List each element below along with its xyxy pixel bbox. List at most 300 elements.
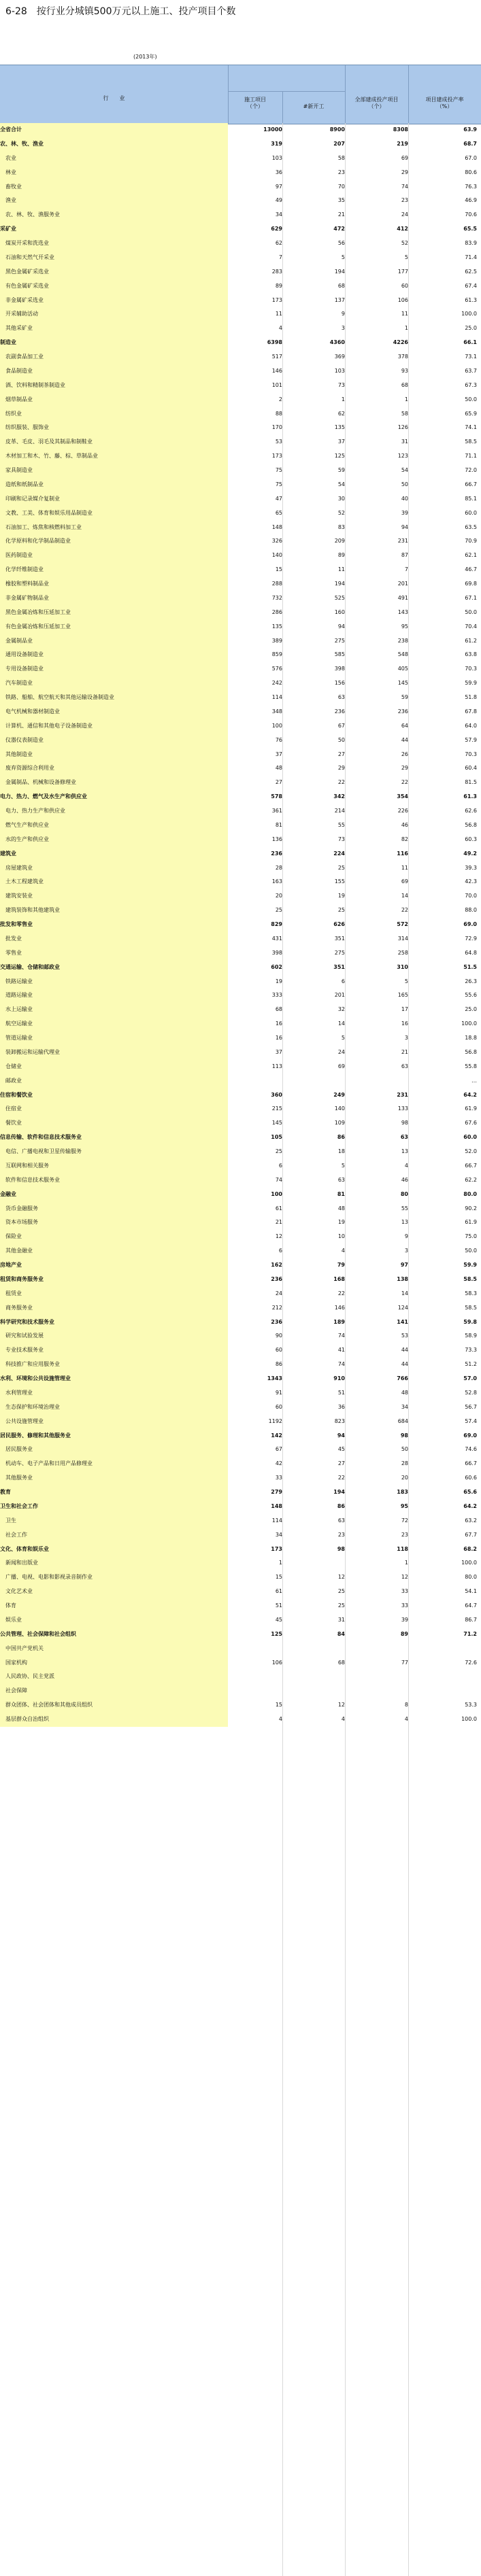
under-construction-cell: 75 [275,481,282,487]
table-row [0,265,481,279]
table-row [0,166,481,180]
completion-rate-cell: 55.8 [465,1063,477,1069]
industry-cell: 娱乐业 [0,1613,228,1628]
newly-started-cell: 214 [334,808,345,814]
industry-cell: 煤炭开采和洗选业 [0,237,228,251]
industry-cell: 专业技术服务业 [0,1343,228,1358]
under-construction-cell: 86 [275,1361,282,1368]
under-construction-cell: 16 [275,1020,282,1027]
completion-rate-cell: 70.0 [465,893,477,899]
table-row [0,662,481,676]
under-construction-cell: 34 [275,211,282,218]
newly-started-cell: 4 [341,1716,345,1722]
industry-cell: 黑色金属矿采选业 [0,265,228,279]
under-construction-cell: 173 [271,296,282,303]
industry-cell: 教育 [0,1486,228,1500]
completion-rate-cell: 60.6 [465,1475,477,1481]
table-row [0,1684,481,1698]
newly-started-cell: 25 [337,864,345,871]
table-row [0,237,481,251]
newly-started-cell: 525 [334,594,345,601]
under-construction-cell: 42 [275,1460,282,1467]
newly-started-cell: 194 [334,268,345,275]
newly-started-cell: 45 [337,1446,345,1453]
completed-cell: 40 [401,495,408,502]
completion-rate-cell: 57.0 [463,1375,477,1381]
completed-cell: 138 [397,1275,408,1282]
completion-rate-cell: 64.7 [465,1602,477,1609]
newly-started-cell: 137 [334,296,345,303]
header-subdivider [228,91,345,92]
industry-cell: 汽车制造业 [0,676,228,691]
header-completed: 全部建成投产项目 （个） [354,97,399,109]
table-row [0,1102,481,1116]
industry-cell: 卫生和社会工作 [0,1500,228,1514]
under-construction-cell: 173 [271,1545,282,1552]
completion-rate-cell: 62.2 [465,1176,477,1183]
completed-cell: 74 [401,183,408,190]
industry-cell: 交通运输、仓储和邮政业 [0,961,228,975]
under-construction-cell: 60 [275,1347,282,1354]
under-construction-cell [228,1074,282,1088]
industry-cell: 水上运输业 [0,1003,228,1017]
table-row [0,1486,481,1500]
completion-rate-cell: 69.0 [463,1432,477,1439]
newly-started-cell [282,1670,345,1684]
completed-cell: 87 [401,552,408,559]
newly-started-cell: 626 [333,921,345,927]
completion-rate-cell: 57.4 [465,1418,477,1424]
industry-cell: 电力、热力、燃气及水生产和供应业 [0,790,228,804]
table-row [0,1173,481,1188]
newly-started-cell: 27 [337,751,345,757]
completion-rate-cell: 64.0 [465,722,477,729]
industry-cell: 资本市场服务 [0,1216,228,1230]
newly-started-cell: 70 [337,183,345,190]
table-row [0,904,481,918]
table-row [0,478,481,492]
completion-rate-cell: 51.2 [465,1361,477,1368]
newly-started-cell: 94 [337,623,345,630]
completion-rate-cell: 67.0 [465,154,477,161]
table-row [0,819,481,833]
under-construction-cell: 76 [275,736,282,743]
industry-cell: 渔业 [0,194,228,208]
industry-cell: 酒、饮料和精制茶制造业 [0,379,228,393]
industry-cell: 信息传输、软件和信息技术服务业 [0,1131,228,1145]
newly-started-cell: 86 [337,1502,345,1509]
newly-started-cell: 51 [337,1389,345,1396]
newly-started-cell: 19 [337,1219,345,1226]
table-row [0,521,481,535]
under-construction-cell: 65 [275,509,282,516]
table-row [0,833,481,847]
newly-started-cell: 48 [337,1205,345,1212]
completed-cell: 60 [401,282,408,289]
completed-cell: 95 [400,1502,408,1509]
industry-cell: 金属制品、机械和设备修理业 [0,776,228,790]
table-row [0,294,481,308]
completion-rate-cell: 58.3 [465,1290,477,1296]
newly-started-cell: 84 [337,1630,345,1637]
newly-started-cell: 59 [337,467,345,473]
table-row [0,1642,481,1656]
completed-cell: 106 [397,296,408,303]
under-construction-cell: 6 [278,1162,282,1169]
completion-rate-cell: 100.0 [461,1560,477,1566]
completed-cell: 219 [397,140,408,147]
completion-rate-cell: 56.7 [465,1403,477,1410]
newly-started-cell: 94 [337,1432,345,1439]
completion-rate-cell: 63.2 [465,1517,477,1524]
industry-cell: 居民服务业 [0,1443,228,1457]
industry-cell: 铁路运输业 [0,975,228,989]
completed-cell: 94 [401,523,408,530]
completed-cell: 548 [397,651,408,658]
table-row [0,1429,481,1443]
under-construction-cell: 146 [271,367,282,374]
completed-cell: 4 [404,1162,408,1169]
completion-rate-cell: 59.8 [463,1318,477,1325]
completion-rate-cell: 57.9 [465,736,477,743]
under-construction-cell: 576 [271,666,282,672]
completed-cell: 80 [400,1190,408,1197]
completion-rate-cell: 46.7 [465,566,477,573]
completed-cell: 126 [397,424,408,431]
under-construction-cell: 163 [271,878,282,885]
table-row [0,591,481,606]
completed-cell: 98 [401,1120,408,1127]
newly-started-cell: 8900 [329,126,345,133]
newly-started-cell [282,1556,345,1570]
completion-rate-cell: 50.0 [465,1248,477,1254]
industry-cell: 软件和信息技术服务业 [0,1173,228,1188]
completion-rate-cell: 73.3 [465,1347,477,1354]
industry-cell: 建筑安装业 [0,889,228,904]
completion-rate-cell: 68.2 [463,1545,477,1552]
under-construction-cell: 360 [271,1091,282,1098]
completed-cell: 116 [397,850,408,857]
table-row [0,393,481,407]
completed-cell: 12 [401,1574,408,1581]
under-construction-cell: 16 [275,1035,282,1041]
under-construction-cell: 361 [271,808,282,814]
table-row [0,719,481,734]
completed-cell: 3 [404,1035,408,1041]
industry-cell: 农、林、牧、渔服务业 [0,208,228,222]
industry-cell: 科学研究和技术服务业 [0,1316,228,1330]
newly-started-cell: 68 [337,282,345,289]
industry-cell: 农、林、牧、渔业 [0,137,228,152]
under-construction-cell: 20 [275,893,282,899]
completed-cell: 54 [401,467,408,473]
under-construction-cell: 242 [271,680,282,687]
table-row [0,1713,481,1727]
newly-started-cell: 160 [334,608,345,615]
completed-cell: 491 [397,594,408,601]
newly-started-cell: 369 [334,354,345,360]
newly-started-cell: 3 [341,325,345,332]
completed-cell: 238 [397,637,408,644]
table-row [0,1443,481,1457]
industry-cell: 其他采矿业 [0,322,228,336]
newly-started-cell: 56 [337,240,345,246]
newly-started-cell: 63 [337,1517,345,1524]
table-row [0,761,481,776]
completed-cell: 118 [397,1545,408,1552]
under-construction-cell: 51 [275,1602,282,1609]
completion-rate-cell: 76.3 [465,183,477,190]
table-row [0,1046,481,1060]
table-row [0,1543,481,1557]
table-row [0,705,481,719]
completion-rate-cell: 56.8 [465,1048,477,1055]
under-construction-cell: 48 [275,765,282,772]
completion-rate-cell: 67.1 [465,594,477,601]
under-construction-cell: 148 [271,1502,282,1509]
completed-cell: 44 [401,1361,408,1368]
table-row [0,464,481,478]
industry-cell: 新闻和出版业 [0,1556,228,1570]
completed-cell: 31 [401,439,408,445]
under-construction-cell: 89 [275,282,282,289]
completed-cell: 21 [401,1048,408,1055]
table-row [0,506,481,521]
completed-cell: 766 [397,1375,408,1381]
newly-started-cell: 275 [334,949,345,956]
newly-started-cell: 5 [341,1162,345,1169]
newly-started-cell: 25 [337,907,345,914]
under-construction-cell: 283 [271,268,282,275]
table-row [0,606,481,620]
header-under-construction: 施工项目 （个） [244,97,266,109]
industry-cell: 保险业 [0,1230,228,1244]
completion-rate-cell [408,1670,477,1684]
table-row [0,1116,481,1131]
completion-rate-cell: 49.2 [463,850,477,857]
completed-cell: 48 [401,1389,408,1396]
newly-started-cell [282,1074,345,1088]
table-row [0,152,481,166]
table-row [0,648,481,662]
under-construction-cell: 100 [271,1190,282,1197]
completion-rate-cell: 74.1 [465,424,477,431]
header-divider [408,65,409,124]
table-row [0,1159,481,1173]
under-construction-cell: 236 [271,850,282,857]
completed-cell: 93 [401,367,408,374]
under-construction-cell: 578 [271,793,282,800]
completion-rate-cell: 73.1 [465,354,477,360]
table-row [0,961,481,975]
completion-rate-cell: 42.3 [465,878,477,885]
industry-cell: 家具制造业 [0,464,228,478]
newly-started-cell: 27 [337,1460,345,1467]
under-construction-cell: 15 [275,1574,282,1581]
industry-cell: 互联网和相关服务 [0,1159,228,1173]
under-construction-cell: 170 [271,424,282,431]
industry-cell: 人民政协、民主党派 [0,1670,228,1684]
newly-started-cell: 4360 [329,339,345,346]
completed-cell: 33 [401,1588,408,1595]
table-row [0,1471,481,1486]
under-construction-cell: 97 [275,183,282,190]
newly-started-cell: 68 [337,1659,345,1666]
completed-cell [345,1670,408,1684]
completion-rate-cell: 66.7 [465,1162,477,1169]
completion-rate-cell: 26.3 [465,978,477,984]
completion-rate-cell: 25.0 [465,1006,477,1013]
table-row [0,449,481,464]
industry-cell: 纺织服装、服饰业 [0,421,228,435]
industry-cell: 仓储业 [0,1060,228,1074]
under-construction-cell: 333 [271,992,282,999]
completed-cell: 412 [397,226,408,233]
completion-rate-cell: 63.5 [465,523,477,530]
industry-cell: 文化艺术业 [0,1585,228,1599]
completed-cell: 44 [401,1347,408,1354]
industry-cell: 纺织业 [0,407,228,422]
newly-started-cell: 351 [334,935,345,942]
newly-started-cell: 155 [334,878,345,885]
completed-cell: 69 [401,154,408,161]
completion-rate-cell [408,1642,477,1656]
under-construction-cell: 319 [271,140,282,147]
completion-rate-cell: 56.8 [465,821,477,828]
completed-cell: 50 [401,1446,408,1453]
under-construction-cell: 7 [278,254,282,260]
industry-cell: 全省合计 [0,123,228,137]
completed-cell: 23 [401,197,408,204]
table-row [0,1656,481,1670]
completion-rate-cell: 81.5 [465,779,477,786]
completion-rate-cell: 64.8 [465,949,477,956]
completed-cell: 59 [401,694,408,700]
table-row [0,1599,481,1613]
completed-cell: 29 [401,765,408,772]
completion-rate-cell: 59.9 [465,680,477,687]
under-construction-cell: 90 [275,1333,282,1339]
under-construction-cell [228,1684,282,1698]
completed-cell: 23 [401,1531,408,1538]
industry-cell: 装卸搬运和运输代理业 [0,1046,228,1060]
under-construction-cell: 13000 [263,126,282,133]
industry-cell: 食品制造业 [0,364,228,379]
table-row [0,1202,481,1216]
table-row [0,1457,481,1471]
completed-cell: 5 [404,254,408,260]
table-row [0,691,481,705]
industry-cell: 卫生 [0,1514,228,1528]
industry-cell: 石油和天然气开采业 [0,251,228,265]
table-row [0,379,481,393]
table-row [0,123,481,137]
newly-started-cell: 189 [333,1318,345,1325]
industry-cell: 金融业 [0,1188,228,1202]
under-construction-cell: 135 [271,623,282,630]
header-industry: 行 业 [103,95,125,101]
industry-cell: 房屋建筑业 [0,861,228,876]
table-row [0,1358,481,1372]
table-row [0,1230,481,1244]
table-row [0,1613,481,1628]
completed-cell: 28 [401,1460,408,1467]
completion-rate-cell: 66.7 [465,481,477,487]
newly-started-cell: 194 [334,581,345,587]
newly-started-cell: 23 [337,169,345,175]
industry-cell: 国家机构 [0,1656,228,1670]
table-row [0,918,481,932]
under-construction-cell: 236 [271,1275,282,1282]
completion-rate-cell: 60.0 [465,509,477,516]
newly-started-cell: 398 [334,666,345,672]
newly-started-cell: 22 [337,1475,345,1481]
completion-rate-cell: 72.9 [465,935,477,942]
completed-cell: 29 [401,169,408,175]
industry-cell: 农业 [0,152,228,166]
under-construction-cell: 15 [275,1702,282,1708]
completion-rate-cell: 67.3 [465,381,477,388]
completed-cell [345,1684,408,1698]
under-construction-cell: 12 [275,1233,282,1240]
under-construction-cell: 215 [271,1105,282,1112]
table-row [0,336,481,350]
industry-cell: 社会工作 [0,1528,228,1543]
table-row [0,804,481,819]
under-construction-cell: 106 [271,1659,282,1666]
newly-started-cell: 910 [333,1375,345,1381]
table-row [0,748,481,762]
under-construction-cell: 140 [271,552,282,559]
newly-started-cell: 63 [337,694,345,700]
industry-cell: 航空运输业 [0,1017,228,1031]
completed-cell: 3 [404,1248,408,1254]
completion-rate-cell: 63.7 [465,367,477,374]
table-row [0,734,481,748]
under-construction-cell: 105 [271,1134,282,1141]
completion-rate-cell: 61.2 [465,637,477,644]
table-row [0,975,481,989]
table-row [0,1386,481,1401]
newly-started-cell: 472 [333,226,345,233]
industry-cell: 体育 [0,1599,228,1613]
table-row [0,1216,481,1230]
table-row [0,549,481,563]
newly-started-cell: 146 [334,1304,345,1311]
under-construction-cell: 602 [271,963,282,970]
completion-rate-cell: 80.0 [465,1574,477,1581]
industry-cell: 其他金融业 [0,1244,228,1258]
completed-cell: 145 [397,680,408,687]
completion-rate-cell: 60.0 [463,1134,477,1141]
newly-started-cell: 83 [337,523,345,530]
completed-cell: 20 [401,1475,408,1481]
under-construction-cell: 6398 [267,339,282,346]
table-row [0,350,481,364]
industry-cell: 住宿业 [0,1102,228,1116]
industry-cell: 计算机、通信和其他电子设备制造业 [0,719,228,734]
completion-rate-cell: 60.3 [465,836,477,842]
under-construction-cell: 45 [275,1616,282,1623]
newly-started-cell: 207 [333,140,345,147]
industry-cell: 生态保护和环境治理业 [0,1401,228,1415]
industry-cell: 其他制造业 [0,748,228,762]
table-row [0,1415,481,1429]
table-row [0,889,481,904]
newly-started-cell: 79 [337,1262,345,1268]
completion-rate-cell: 65.9 [465,410,477,417]
completion-rate-cell: 66.7 [465,1460,477,1467]
